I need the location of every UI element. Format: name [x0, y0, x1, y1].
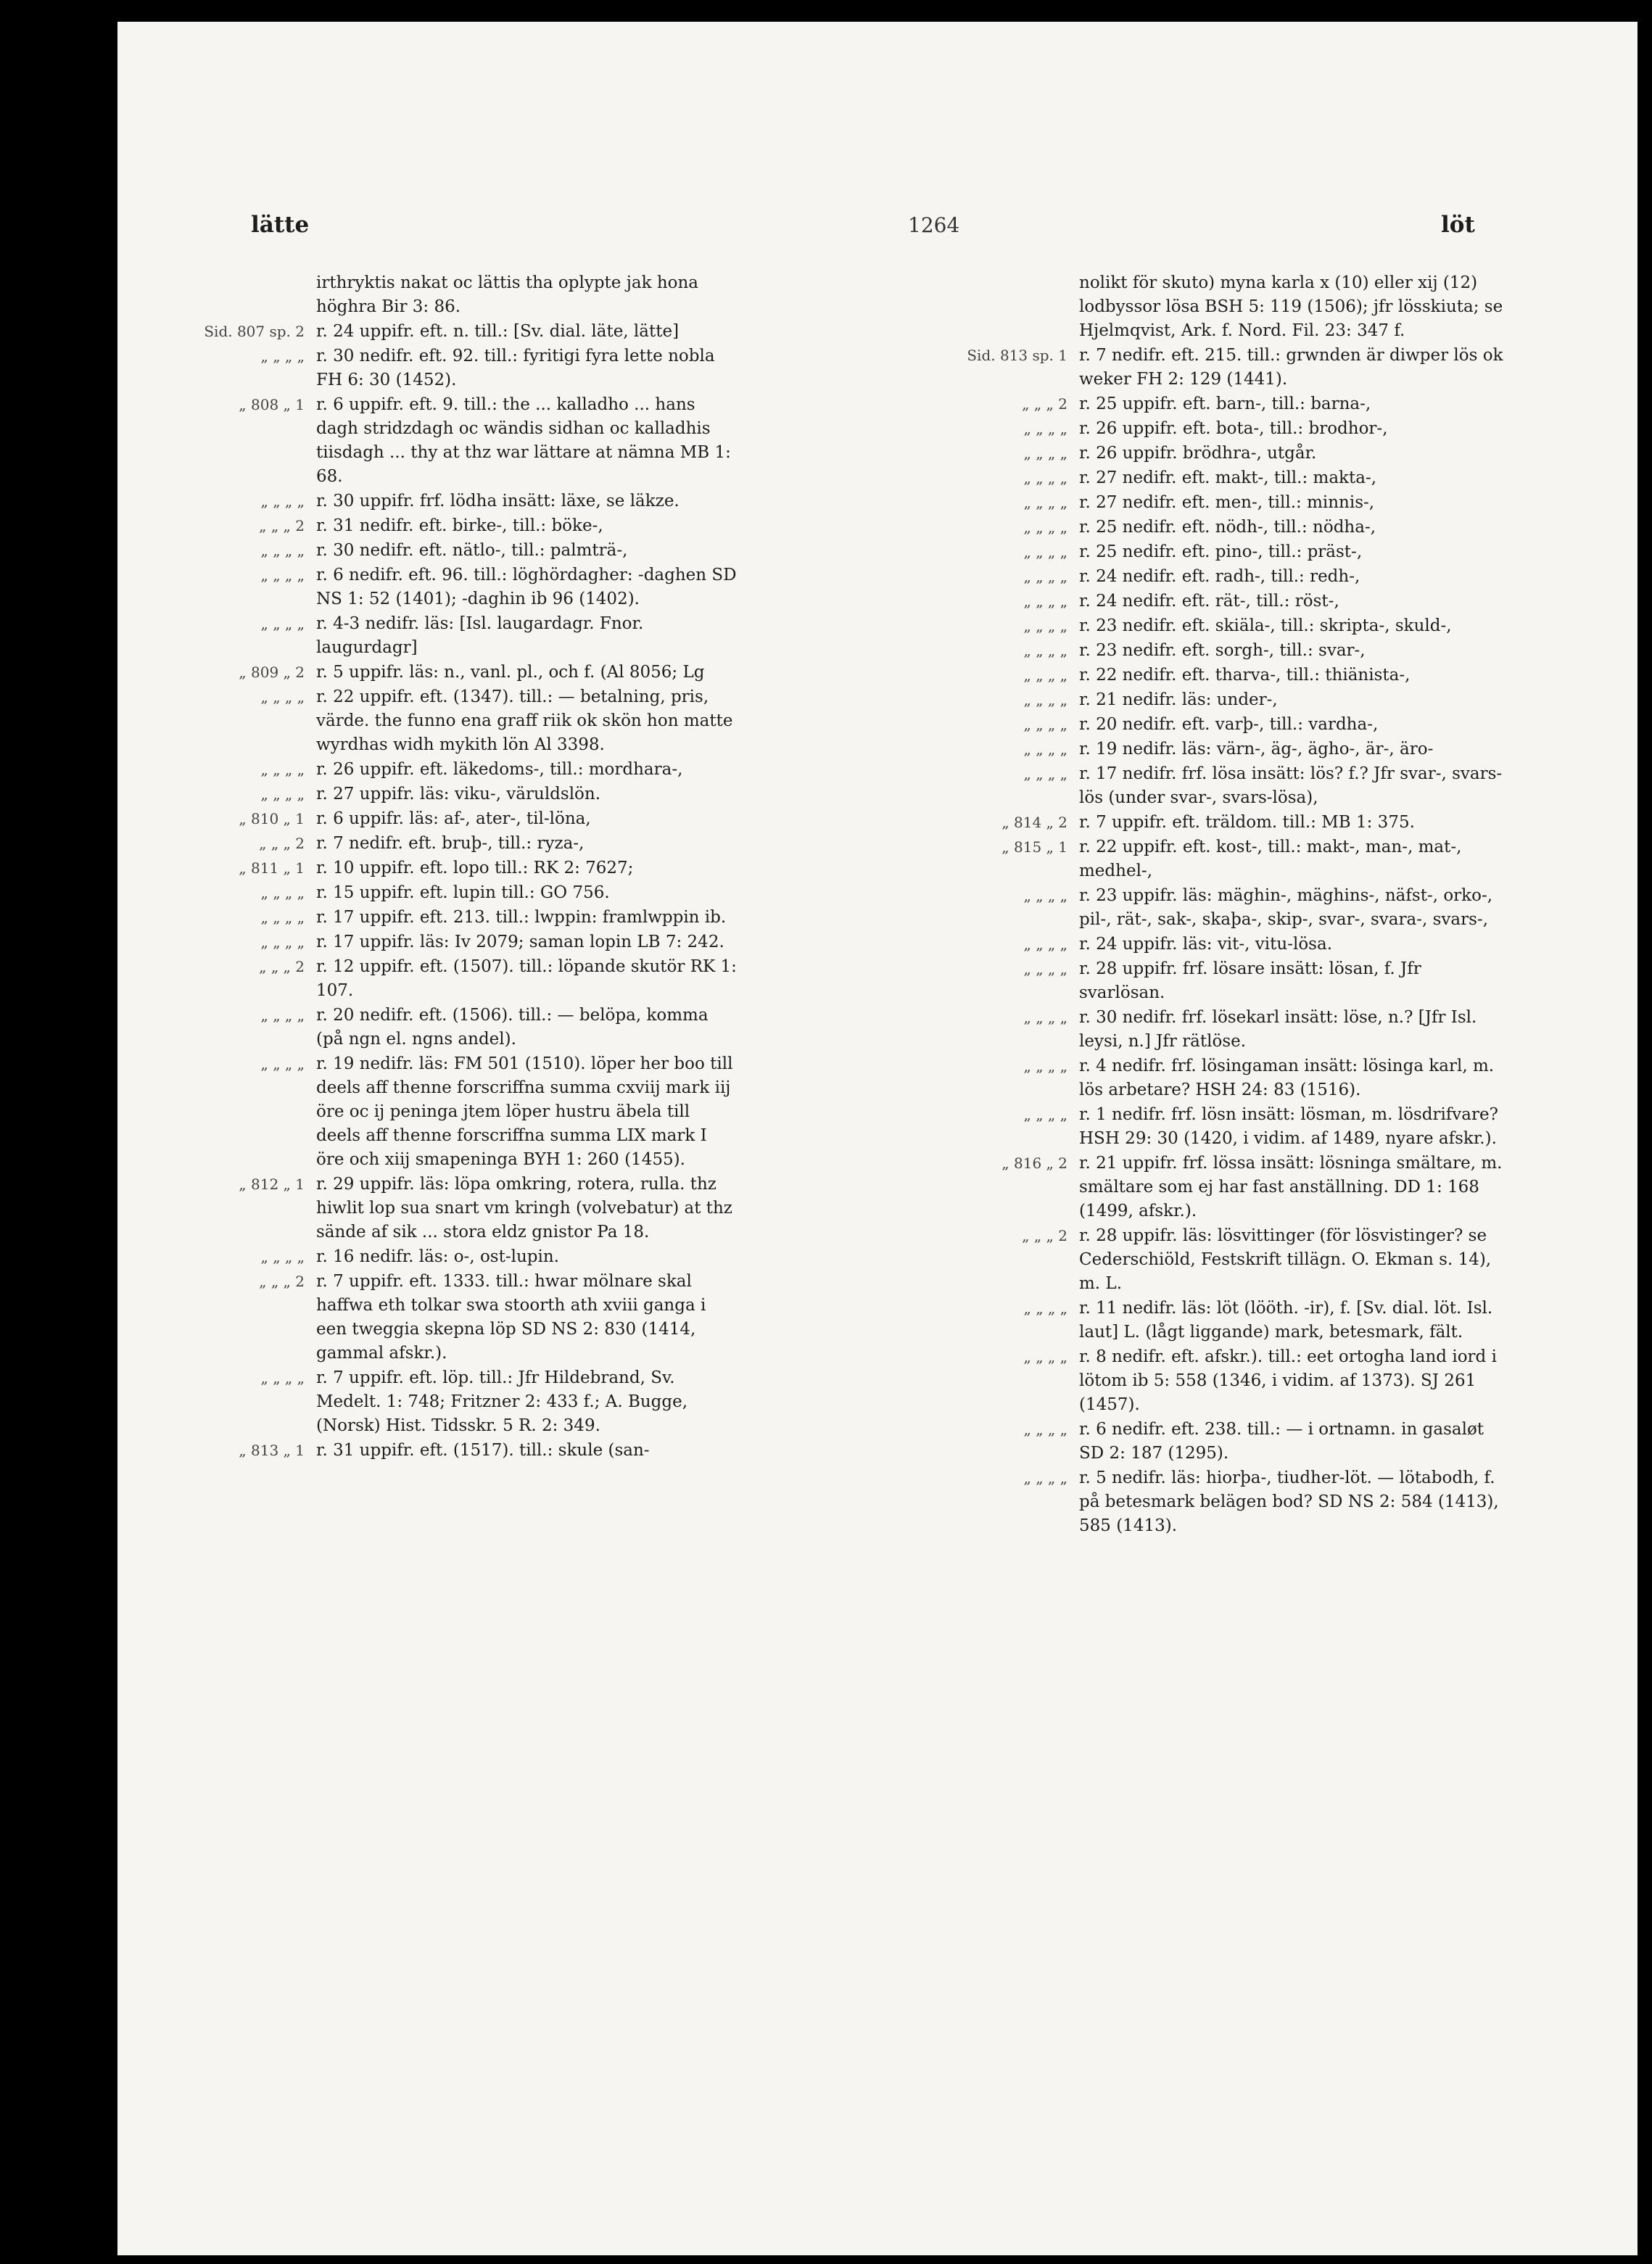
- correction-entry: [922, 957, 1604, 1005]
- entry-text: r. 1 nedifr. frf. lösn insätt: lösman, m. lösdrifvare? HSH 29: 30 (1420, i vidim. af 1489, nyare afskr.).: [1079, 1105, 1498, 1148]
- entry-text: r. 26 uppifr. eft. bota-, till.: brodhor-,: [1079, 419, 1388, 438]
- entry-text: r. 7 nedifr. eft. bruþ-, till.: ryza-,: [316, 834, 585, 853]
- entry-text: r. 20 nedifr. eft. (1506). till.: — belöpa, komma (på ngn el. ngns andel).: [316, 1006, 709, 1049]
- entry-text: r. 24 nedifr. eft. rät-, till.: röst-,: [1079, 592, 1339, 611]
- entry-reference: „ „ „ „: [1023, 887, 1067, 904]
- entry-text: r. 24 uppifr. eft. n. till.: [Sv. dial. läte, lätte]: [316, 322, 680, 341]
- correction-entry: [922, 1103, 1604, 1151]
- entry-reference: „ „ „ „: [1023, 469, 1067, 487]
- correction-entry: [154, 393, 980, 489]
- entry-reference: „ 813 „ 1: [239, 1442, 305, 1459]
- correction-entry: [922, 417, 1604, 441]
- entry-reference: „ „ „ „: [1023, 1469, 1067, 1487]
- entry-text: r. 23 nedifr. eft. skiäla-, till.: skripta-, skuld-,: [1079, 616, 1452, 635]
- correction-entry: [922, 1345, 1604, 1417]
- entry-reference: „ „ „ „: [1023, 1106, 1067, 1123]
- correction-entry: [154, 758, 980, 782]
- entry-reference: „ „ „ „: [260, 933, 305, 951]
- entry-text: r. 7 uppifr. eft. 1333. till.: hwar mölnare skal haffwa eth tolkar swa stoorth ath xviii ganga i een tweggia skepna löp SD NS 2: 830 (1414, gammal afskr.).: [316, 1272, 706, 1363]
- entry-reference: „ „ „ „: [1023, 691, 1067, 708]
- entry-reference: „ „ „ „: [1023, 642, 1067, 659]
- entry-text: r. 23 uppifr. läs: mäghin-, mäghins-, näfst-, orko-, pil-, rät-, sak-, skaþa-, skip-, svar-, svara-, svars-,: [1079, 886, 1493, 929]
- entry-text: r. 23 nedifr. eft. sorgh-, till.: svar-,: [1079, 641, 1366, 660]
- entry-reference: „ „ „ „: [1023, 740, 1067, 758]
- correction-entry: [922, 738, 1604, 761]
- entry-text: r. 27 nedifr. eft. makt-, till.: makta-,: [1079, 468, 1377, 487]
- correction-entry: [922, 639, 1604, 663]
- entry-reference: „ „ „ 2: [259, 958, 305, 975]
- entry-reference: [154, 271, 316, 319]
- correction-entry: [154, 955, 980, 1003]
- entry-reference: „ „ „ 2: [259, 1273, 305, 1290]
- entry-text: r. 10 uppifr. eft. lopo till.: RK 2: 7627;: [316, 859, 634, 877]
- entry-reference: „ „ „ „: [1023, 445, 1067, 462]
- entry-reference: „ „ „ „: [1023, 1009, 1067, 1026]
- correction-entry: [922, 1297, 1604, 1344]
- correction-entry: [922, 713, 1604, 737]
- entry-text: irthryktis nakat oc lättis tha oplypte jak hona höghra Bir 3: 86.: [316, 273, 699, 316]
- correction-entry: [154, 271, 980, 319]
- entry-reference: „ „ „ „: [1023, 960, 1067, 978]
- entry-reference: „ „ „ „: [1023, 420, 1067, 437]
- correction-entry: [154, 344, 980, 392]
- entry-reference: „ „ „ „: [1023, 543, 1067, 561]
- correction-entry: [154, 1366, 980, 1438]
- correction-entry: [922, 614, 1604, 638]
- entry-reference: „ 814 „ 2: [1001, 814, 1067, 831]
- entry-reference: „ „ „ „: [1023, 494, 1067, 511]
- entry-text: r. 21 uppifr. frf. lössa insätt: lösninga smältare, m. smältare som ej har fast anställning. DD 1: 168 (1499, afskr.).: [1079, 1154, 1503, 1220]
- correction-entry: [154, 1052, 980, 1172]
- entry-text: r. 27 nedifr. eft. men-, till.: minnis-,: [1079, 493, 1375, 512]
- entry-reference: „ „ „ „: [260, 542, 305, 559]
- entry-reference: „ „ „ „: [1023, 1348, 1067, 1366]
- correction-entry: [154, 563, 980, 611]
- entry-reference: „ „ „ „: [1023, 1421, 1067, 1438]
- correction-entry: [154, 489, 980, 513]
- entry-text: r. 7 uppifr. eft. träldom. till.: MB 1: 375.: [1079, 813, 1415, 832]
- entry-reference: Sid. 807 sp. 2: [204, 323, 305, 340]
- entry-reference: „ 816 „ 2: [1001, 1154, 1067, 1172]
- entry-text: r. 6 nedifr. eft. 96. till.: löghördagher: -daghen SD NS 1: 52 (1401); -daghin ib 96 (1402).: [316, 566, 737, 608]
- entry-text: r. 4 nedifr. frf. lösingaman insätt: lösinga karl, m. lös arbetare? HSH 24: 83 (1516).: [1079, 1057, 1495, 1099]
- entry-text: r. 29 uppifr. läs: löpa omkring, rotera, rulla. thz hiwlit lop sua snart vm kringh (volvebatur) at thz sände af sik ... stora eldz gnistor Pa 18.: [316, 1175, 732, 1242]
- correction-entry: [922, 516, 1604, 540]
- entry-reference: „ „ „ „: [260, 884, 305, 901]
- entry-text: r. 30 nedifr. eft. nätlo-, till.: palmträ-,: [316, 541, 628, 560]
- entry-text: r. 30 uppifr. frf. lödha insätt: läxe, se läkze.: [316, 492, 680, 511]
- correction-entry: [154, 1004, 980, 1052]
- correction-entry: [922, 1466, 1604, 1538]
- entry-text: r. 15 uppifr. eft. lupin till.: GO 756.: [316, 883, 610, 902]
- entry-reference: „ „ „ 2: [1022, 1227, 1067, 1244]
- entry-reference: „ 812 „ 1: [239, 1176, 305, 1193]
- correction-entry: [922, 540, 1604, 564]
- correction-entry: [154, 856, 980, 880]
- page-number: 1264: [908, 213, 960, 237]
- entry-text: r. 26 uppifr. brödhra-, utgår.: [1079, 444, 1317, 463]
- entry-text: r. 19 nedifr. läs: värn-, äg-, ägho-, är-, äro-: [1079, 740, 1434, 759]
- entry-reference: „ „ „ „: [260, 688, 305, 706]
- correction-entry: [154, 782, 980, 806]
- correction-entry: [154, 539, 980, 563]
- entry-reference: „ „ „ „: [1023, 568, 1067, 585]
- correction-entry: [922, 565, 1604, 589]
- entry-text: r. 5 uppifr. läs: n., vanl. pl., och f. (Al 8056; Lg: [316, 663, 705, 682]
- entry-text: r. 8 nedifr. eft. afskr.). till.: eet ortogha land iord i lötom ib 5: 558 (1346, i vidim. af 1373). SJ 261 (1457).: [1079, 1347, 1497, 1414]
- correction-entry: [922, 762, 1604, 810]
- entry-text: r. 4-3 nedifr. läs: [Isl. laugardagr. Fnor. laugurdagr]: [316, 614, 644, 657]
- entry-text: r. 22 uppifr. eft. kost-, till.: makt-, man-, mat-, medhel-,: [1079, 838, 1462, 880]
- correction-entry: [922, 688, 1604, 712]
- dictionary-page: [117, 22, 1637, 2255]
- entry-text: r. 30 nedifr. frf. lösekarl insätt: löse, n.? [Jfr Isl. leysi, n.] Jfr rätlöse.: [1079, 1008, 1477, 1051]
- entry-text: r. 30 nedifr. eft. 92. till.: fyritigi fyra lette nobla FH 6: 30 (1452).: [316, 347, 715, 389]
- correction-entry: [154, 1245, 980, 1269]
- entry-text: r. 28 uppifr. läs: lösvittinger (för lösvistinger? se Cederschiöld, Festskrift tillägn. O. Ekman s. 14), m. L.: [1079, 1226, 1492, 1293]
- entry-reference: [922, 271, 1079, 343]
- correction-entry: [922, 1006, 1604, 1054]
- entry-text: r. 24 uppifr. läs: vit-, vitu-lösa.: [1079, 935, 1333, 954]
- entry-reference: „ 815 „ 1: [1001, 838, 1067, 856]
- entry-reference: „ „ „ „: [260, 566, 305, 584]
- entry-reference: „ „ „ 2: [259, 835, 305, 852]
- entry-text: r. 19 nedifr. läs: FM 501 (1510). löper her boo till deels aff thenne forscriffna summa cxviij mark iij öre oc ij peninga jtem löper hustru äbela till deels aff thenne forscriffna summa LIX mark I öre och xiij smapeninga BYH 1: 260 (1455).: [316, 1054, 733, 1169]
- correction-entry: [154, 514, 980, 538]
- correction-entry: [154, 612, 980, 660]
- entry-text: r. 7 uppifr. eft. löp. till.: Jfr Hildebrand, Sv. Medelt. 1: 748; Fritzner 2: 433 f.; A. Bugge, (Norsk) Hist. Tidsskr. 5 R. 2: 349.: [316, 1368, 688, 1435]
- entry-text: r. 11 nedifr. läs: löt (lööth. -ir), f. [Sv. dial. löt. Isl. laut] L. (lågt liggande) mark, betesmark, fält.: [1079, 1299, 1493, 1342]
- correction-entry: [154, 881, 980, 905]
- entry-reference: „ „ „ „: [1023, 935, 1067, 953]
- correction-entry: [922, 884, 1604, 932]
- entry-text: r. 17 uppifr. läs: Iv 2079; saman lopin LB 7: 242.: [316, 933, 724, 951]
- entry-text: r. 17 nedifr. frf. lösa insätt: lös? f.? Jfr svar-, svars-lös (under svar-, svars-lösa),: [1079, 764, 1503, 807]
- entry-reference: „ „ „ „: [260, 785, 305, 803]
- entry-reference: „ „ „ „: [1023, 592, 1067, 610]
- entry-reference: „ „ „ „: [260, 1248, 305, 1265]
- correction-entry: [154, 1439, 980, 1463]
- entry-text: r. 12 uppifr. eft. (1507). till.: löpande skutör RK 1: 107.: [316, 957, 737, 1000]
- entry-reference: „ „ „ „: [260, 615, 305, 632]
- entry-reference: „ „ „ „: [1023, 1300, 1067, 1317]
- entry-reference: „ „ „ 2: [1022, 395, 1067, 413]
- entry-reference: „ „ „ 2: [259, 517, 305, 534]
- entry-reference: „ „ „ „: [260, 1007, 305, 1024]
- correction-entry: [154, 661, 980, 685]
- entry-text: r. 22 uppifr. eft. (1347). till.: — betalning, pris, värde. the funno ena graff riik ok skön hon matte wyrdhas widh mykith lön Al 3398.: [316, 687, 733, 754]
- correction-entry: [154, 1173, 980, 1244]
- entry-text: r. 27 uppifr. läs: viku-, väruldslön.: [316, 785, 601, 803]
- entry-text: r. 17 uppifr. eft. 213. till.: lwppin: framlwppin ib.: [316, 908, 727, 927]
- correction-entry: [154, 832, 980, 856]
- entry-reference: „ „ „ „: [1023, 1057, 1067, 1075]
- entry-text: r. 20 nedifr. eft. varþ-, till.: vardha-,: [1079, 715, 1379, 734]
- correction-entry: [922, 1152, 1604, 1223]
- entry-text: r. 25 nedifr. eft. pino-, till.: präst-,: [1079, 542, 1363, 561]
- correction-entry: [154, 906, 980, 930]
- entry-reference: „ 808 „ 1: [239, 396, 305, 413]
- entry-text: r. 6 uppifr. läs: af-, ater-, til-löna,: [316, 809, 591, 828]
- right-column: [922, 271, 1604, 1539]
- entry-reference: „ 811 „ 1: [239, 859, 305, 877]
- entry-reference: „ „ „ „: [1023, 765, 1067, 782]
- entry-text: r. 6 nedifr. eft. 238. till.: — i ortnamn. in gasaløt SD 2: 187 (1295).: [1079, 1420, 1484, 1463]
- entry-text: r. 26 uppifr. eft. läkedoms-, till.: mordhara-,: [316, 760, 683, 779]
- correction-entry: [154, 320, 980, 344]
- correction-entry: [154, 930, 980, 954]
- entry-text: r. 21 nedifr. läs: under-,: [1079, 690, 1278, 709]
- entry-text: r. 16 nedifr. läs: o-, ost-lupin.: [316, 1247, 559, 1266]
- entry-text: r. 24 nedifr. eft. radh-, till.: redh-,: [1079, 567, 1360, 586]
- correction-entry: [922, 590, 1604, 613]
- correction-entry: [922, 442, 1604, 466]
- entry-text: r. 7 nedifr. eft. 215. till.: grwnden är diwper lös ok weker FH 2: 129 (1441).: [1079, 346, 1503, 389]
- correction-entry: [922, 1054, 1604, 1102]
- correction-entry: [922, 664, 1604, 687]
- entry-text: r. 31 nedifr. eft. birke-, till.: böke-,: [316, 516, 603, 535]
- left-column: [154, 271, 980, 1463]
- correction-entry: [922, 271, 1604, 343]
- correction-entry: [154, 807, 980, 831]
- entry-text: r. 22 nedifr. eft. tharva-, till.: thiänista-,: [1079, 666, 1411, 685]
- entry-reference: „ „ „ „: [1023, 617, 1067, 635]
- entry-text: r. 25 uppifr. eft. barn-, till.: barna-,: [1079, 394, 1371, 413]
- correction-entry: [922, 392, 1604, 416]
- entry-text: r. 31 uppifr. eft. (1517). till.: skule (san-: [316, 1441, 650, 1460]
- correction-entry: [154, 1270, 980, 1366]
- correction-entry: [922, 1418, 1604, 1466]
- entry-reference: „ „ „ „: [1023, 666, 1067, 684]
- entry-text: r. 6 uppifr. eft. 9. till.: the ... kalladho ... hans dagh stridzdagh oc wändis sidhan oc kalladhis tiisdagh ... thy at thz war lättare at nämna MB 1: 68.: [316, 395, 731, 486]
- entry-reference: Sid. 813 sp. 1: [967, 347, 1067, 364]
- entry-reference: „ „ „ „: [1023, 519, 1067, 536]
- correction-entry: [922, 466, 1604, 490]
- entry-reference: „ „ „ „: [260, 761, 305, 778]
- entry-text: nolikt för skuto) myna karla x (10) eller xij (12) lodbyssor lösa BSH 5: 119 (1506); jfr lösskiuta; se Hjelmqvist, Ark. f. Nord. Fil. 23: 347 f.: [1079, 273, 1503, 340]
- page-header: [117, 212, 1637, 255]
- entry-reference: „ 810 „ 1: [239, 810, 305, 827]
- correction-entry: [922, 835, 1604, 883]
- entry-text: r. 25 nedifr. eft. nödh-, till.: nödha-,: [1079, 518, 1376, 537]
- entry-reference: „ „ „ „: [260, 909, 305, 926]
- entry-reference: „ „ „ „: [260, 1055, 305, 1073]
- correction-entry: [922, 811, 1604, 835]
- entry-reference: „ „ „ „: [260, 492, 305, 510]
- correction-entry: [922, 933, 1604, 957]
- entry-reference: „ „ „ „: [260, 347, 305, 365]
- correction-entry: [922, 1224, 1604, 1296]
- entry-text: r. 5 nedifr. läs: hiorþa-, tiudher-löt. — lötabodh, f. på betesmark belägen bod? SD NS 2: 584 (1413), 585 (1413).: [1079, 1468, 1499, 1535]
- entry-reference: „ „ „ „: [260, 1369, 305, 1387]
- correction-entry: [922, 344, 1604, 392]
- left-headword: lätte: [251, 212, 310, 238]
- entry-reference: „ „ „ „: [1023, 716, 1067, 733]
- correction-entry: [154, 685, 980, 757]
- correction-entry: [922, 491, 1604, 515]
- entry-text: r. 28 uppifr. frf. lösare insätt: lösan, f. Jfr svarlösan.: [1079, 959, 1421, 1002]
- entry-reference: „ 809 „ 2: [239, 664, 305, 681]
- right-headword: löt: [1441, 212, 1475, 238]
